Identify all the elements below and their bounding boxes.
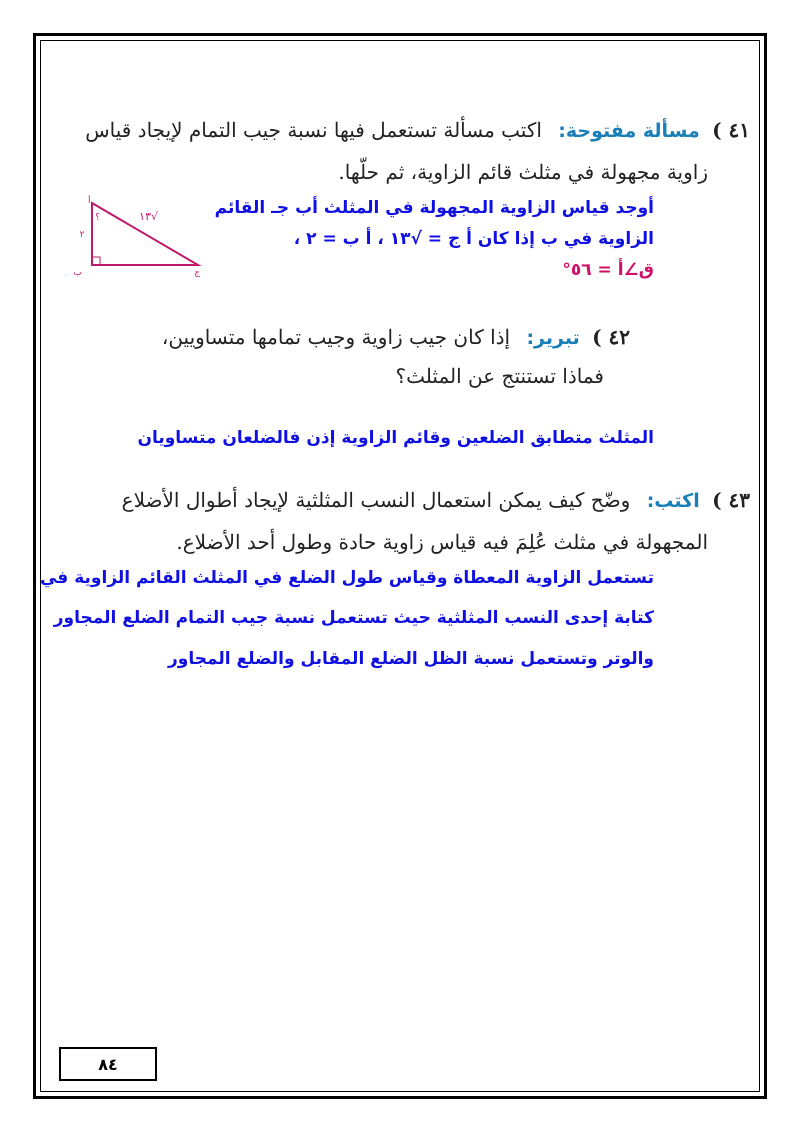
angle-a-mark: ؟ (95, 213, 100, 223)
q43-text1: وضّح كيف يمكن استعمال النسب المثلثية لإيجاد أطوال الأضلاع (121, 488, 631, 512)
q43-number: ٤٣ ) (712, 488, 750, 512)
q42-line2: فماذا تستنتج عن المثلث؟ (395, 364, 604, 388)
q41-number: ٤١ ) (712, 118, 750, 142)
q42-line1 (162, 325, 630, 349)
page-number: ٨٤ (98, 1054, 118, 1074)
q42-number: ٤٢ ) (592, 325, 630, 349)
q43-label: اكتب: (646, 490, 700, 512)
side-ab-label: ٢ (79, 230, 85, 240)
side-ac-label: √١٣ (139, 210, 158, 223)
q41-text1: اكتب مسألة تستعمل فيها نسبة جيب التمام لإيجاد قياس (85, 118, 542, 142)
q42-answer-line1: المثلث متطابق الضلعين وقائم الزاوية إذن فالضلعان متساويان (137, 428, 654, 448)
vertex-a-label: أ (88, 196, 91, 206)
q41-triangle-figure (70, 195, 220, 280)
q43-answer-line1: تستعمل الزاوية المعطاة وقياس طول الضلع في المثلث القائم الزاوية في (39, 568, 654, 588)
q41-answer-line2: الزاوية في ب إذا كان أ ج = √١٣ ، أ ب = ٢ ، (293, 229, 654, 249)
q43-answer-line2: كتابة إحدى النسب المثلثية حيث تستعمل نسبة جيب التمام الضلع المجاور (53, 608, 654, 628)
q43-answer-line3: والوتر وتستعمل نسبة الظل الضلع المقابل والضلع المجاور (167, 649, 654, 669)
q41-answer-line1: أوجد قياس الزاوية المجهولة في المثلث أب جـ القائم (214, 198, 654, 218)
q41-line1 (85, 118, 750, 142)
q43-line2: المجهولة في مثلث عُلِمَ فيه قياس زاوية حادة وطول أحد الأضلاع. (176, 530, 708, 554)
q42-label: تبرير: (526, 327, 580, 349)
q41-line2: زاوية مجهولة في مثلث قائم الزاوية، ثم حلّها. (338, 160, 708, 184)
q43-line1 (122, 488, 750, 512)
q41-label: مسألة مفتوحة: (558, 120, 700, 142)
q42-text1: إذا كان جيب زاوية وجيب تمامها متساويين، (161, 325, 511, 349)
right-angle-mark (92, 257, 100, 265)
vertex-c-label: ج (194, 268, 200, 278)
q41-answer-line3: ق∠أ = ٥٦° (562, 260, 654, 280)
vertex-b-label: ب (73, 268, 82, 278)
page-number-box (59, 1047, 157, 1081)
